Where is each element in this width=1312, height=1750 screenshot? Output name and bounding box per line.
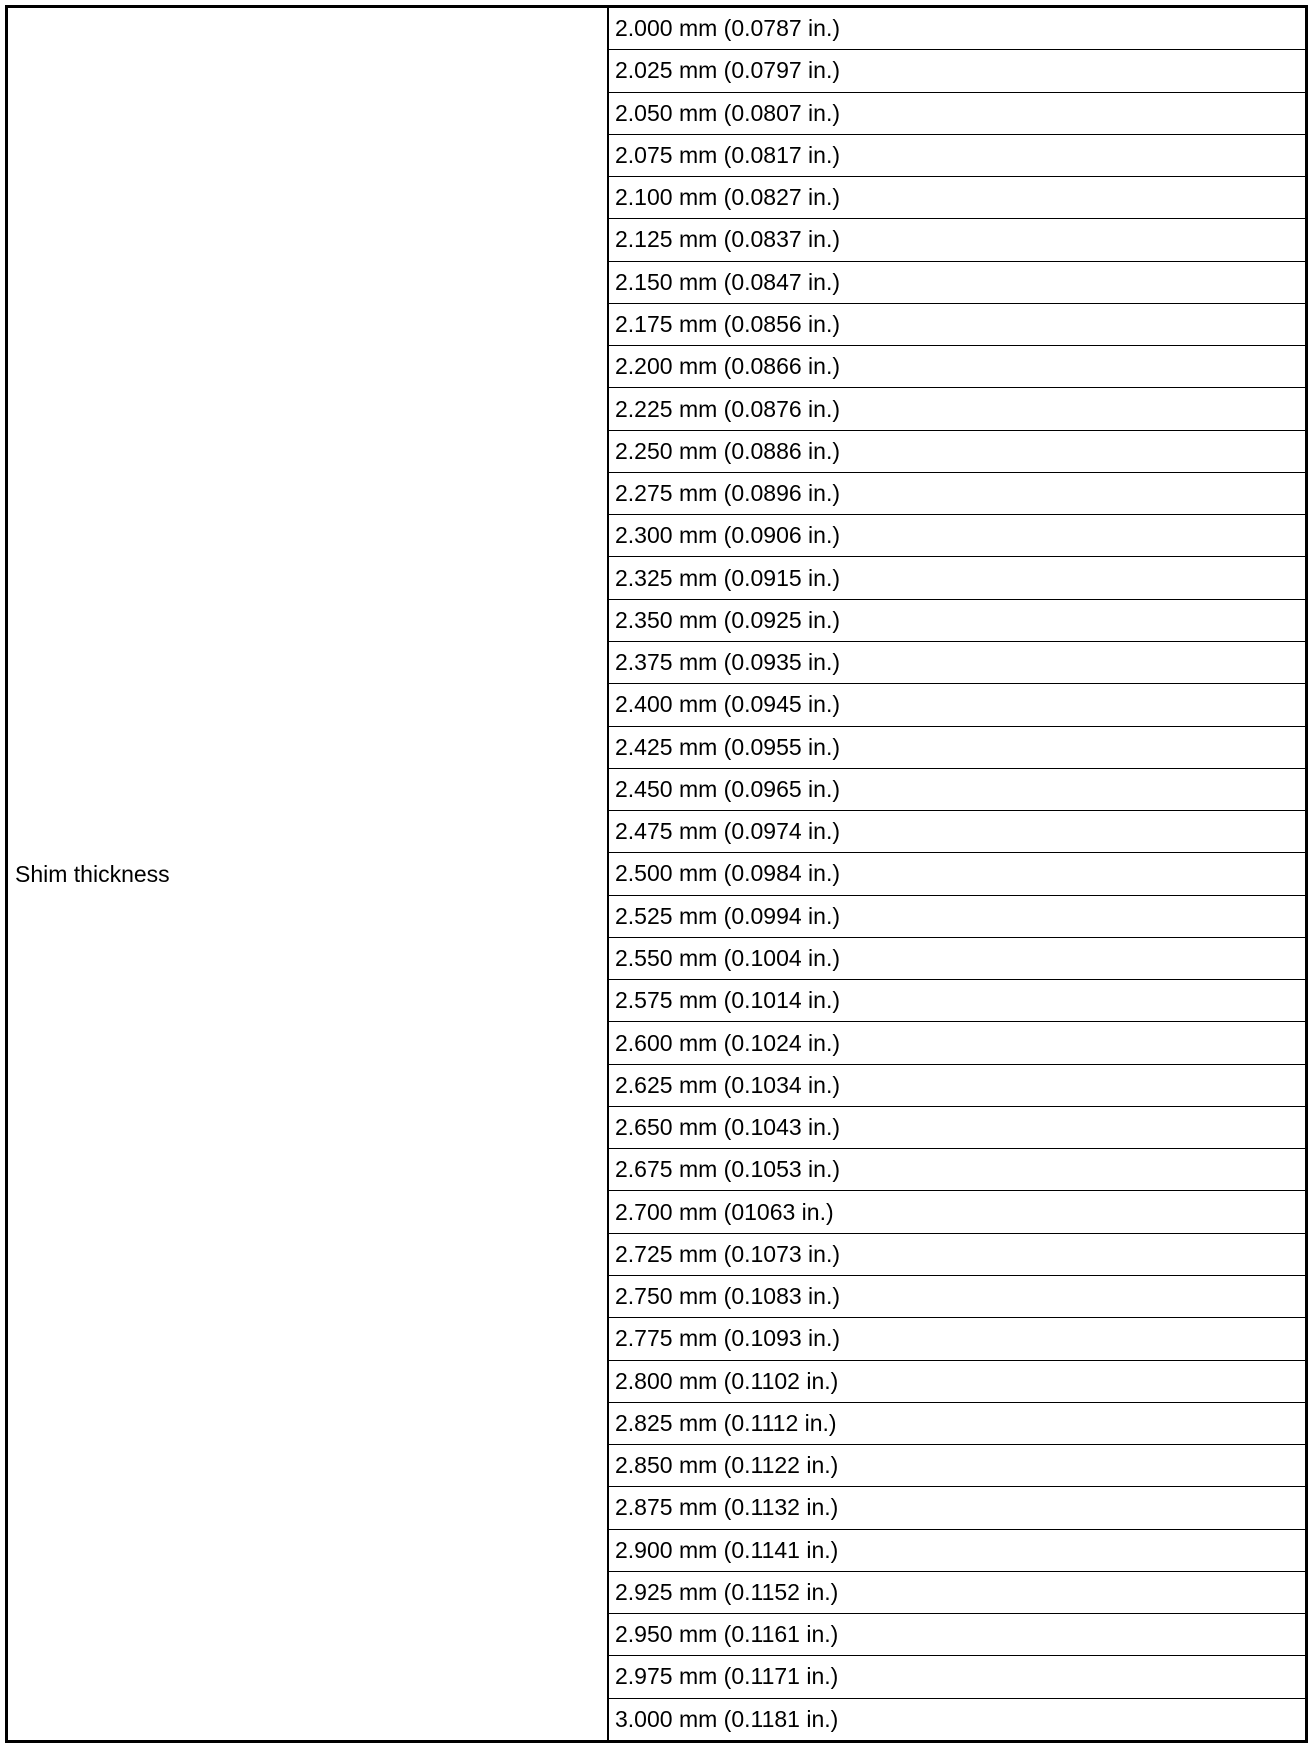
value-cell: 2.600 mm (0.1024 in.) xyxy=(609,1022,1305,1064)
value-cell: 2.925 mm (0.1152 in.) xyxy=(609,1572,1305,1614)
value-cell: 3.000 mm (0.1181 in.) xyxy=(615,1705,839,1732)
value-cell: 2.300 mm (0.0906 in.) xyxy=(609,515,1305,557)
value-cell: 2.950 mm (0.1161 in.) xyxy=(609,1614,1305,1656)
value-cell: 2.200 mm (0.0866 in.) xyxy=(609,346,1305,388)
value-cell: 2.850 mm (0.1122 in.) xyxy=(609,1445,1305,1487)
value-cell: 2.550 mm (0.1004 in.) xyxy=(609,938,1305,980)
value-cell: 2.825 mm (0.1112 in.) xyxy=(609,1403,1305,1445)
value-cell: 2.975 mm (0.1171 in.) xyxy=(609,1656,1305,1698)
value-cell: 2.375 mm (0.0935 in.) xyxy=(609,642,1305,684)
value-cell: 2.500 mm (0.0984 in.) xyxy=(609,853,1305,895)
value-cell: 2.900 mm (0.1141 in.) xyxy=(609,1530,1305,1572)
value-cell: 2.875 mm (0.1132 in.) xyxy=(609,1487,1305,1529)
value-cell: 2.050 mm (0.0807 in.) xyxy=(609,93,1305,135)
value-cell: 2.675 mm (0.1053 in.) xyxy=(609,1149,1305,1191)
value-cell: 2.625 mm (0.1034 in.) xyxy=(609,1065,1305,1107)
value-cell: 2.075 mm (0.0817 in.) xyxy=(609,135,1305,177)
value-cell: 2.100 mm (0.0827 in.) xyxy=(609,177,1305,219)
row-label-cell xyxy=(8,8,609,1740)
value-cell: 2.425 mm (0.0955 in.) xyxy=(609,727,1305,769)
value-cell: 2.150 mm (0.0847 in.) xyxy=(609,262,1305,304)
value-cell: 2.175 mm (0.0856 in.) xyxy=(609,304,1305,346)
value-cell: 2.725 mm (0.1073 in.) xyxy=(609,1234,1305,1276)
value-cell: 2.275 mm (0.0896 in.) xyxy=(609,473,1305,515)
value-cell: 2.450 mm (0.0965 in.) xyxy=(609,769,1305,811)
value-cell: 2.700 mm (01063 in.) xyxy=(609,1191,1305,1233)
value-cell: 2.575 mm (0.1014 in.) xyxy=(609,980,1305,1022)
value-cell: 2.025 mm (0.0797 in.) xyxy=(609,50,1305,92)
value-cell: 2.000 mm (0.0787 in.) xyxy=(609,8,1305,50)
value-cell: 2.250 mm (0.0886 in.) xyxy=(609,431,1305,473)
shim-thickness-table xyxy=(5,5,1308,1743)
row-label: Shim thickness xyxy=(15,860,170,887)
value-cell: 2.400 mm (0.0945 in.) xyxy=(609,684,1305,726)
value-cell: 2.525 mm (0.0994 in.) xyxy=(609,896,1305,938)
value-cell: 2.125 mm (0.0837 in.) xyxy=(609,219,1305,261)
value-cell: 2.800 mm (0.1102 in.) xyxy=(609,1361,1305,1403)
value-cell: 2.325 mm (0.0915 in.) xyxy=(609,557,1305,599)
value-cell: 2.225 mm (0.0876 in.) xyxy=(609,388,1305,430)
value-cell: 2.650 mm (0.1043 in.) xyxy=(609,1107,1305,1149)
value-cell: 2.775 mm (0.1093 in.) xyxy=(609,1318,1305,1360)
value-cell: 2.475 mm (0.0974 in.) xyxy=(609,811,1305,853)
value-cell: 2.750 mm (0.1083 in.) xyxy=(609,1276,1305,1318)
values-column xyxy=(609,8,1305,1740)
value-cell: 2.350 mm (0.0925 in.) xyxy=(609,600,1305,642)
